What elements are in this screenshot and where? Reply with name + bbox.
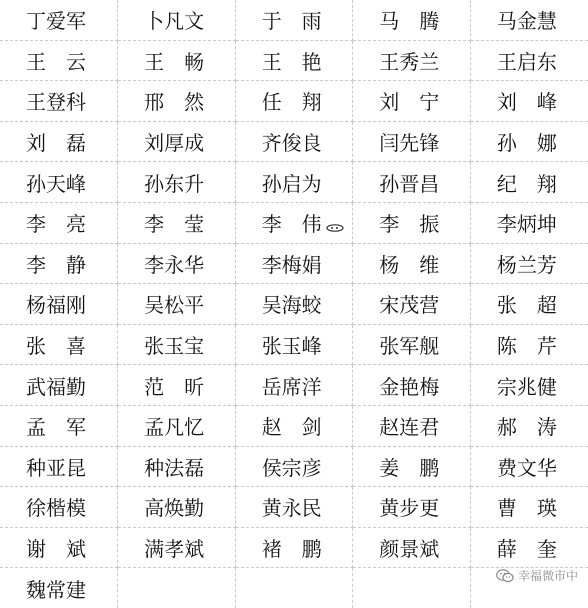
name-cell: 王登科 — [0, 81, 118, 122]
name-cell: 黄步更 — [353, 487, 471, 528]
name-cell: 孙晋昌 — [353, 162, 471, 203]
name-cell: 张 喜 — [0, 324, 118, 365]
name-cell: 纪 翔 — [470, 162, 588, 203]
table-row — [0, 81, 588, 122]
name-cell: 岳席洋 — [235, 365, 353, 406]
name-cell: 杨 维 — [353, 243, 471, 284]
name-cell: 赵 剑 — [235, 405, 353, 446]
name-cell: 赵连君 — [353, 405, 471, 446]
watermark — [496, 567, 578, 584]
name-cell: 邢 然 — [118, 81, 236, 122]
table-row — [0, 324, 588, 365]
table-row — [0, 487, 588, 528]
name-cell: 种法磊 — [118, 446, 236, 487]
table-row — [0, 162, 588, 203]
name-cell: 孙东升 — [118, 162, 236, 203]
name-cell: 宋茂营 — [353, 284, 471, 325]
name-cell: 李 伟 — [235, 202, 353, 243]
name-cell: 刘 峰 — [470, 81, 588, 122]
name-cell: 王 云 — [0, 40, 118, 81]
name-cell: 宗兆健 — [470, 365, 588, 406]
name-cell: 闫先锋 — [353, 121, 471, 162]
name-cell: 侯宗彦 — [235, 446, 353, 487]
watermark-text: 幸福微市中 — [517, 569, 578, 583]
name-cell: 吴松平 — [118, 284, 236, 325]
name-cell: 孟凡忆 — [118, 405, 236, 446]
name-cell: 于 雨 — [235, 0, 353, 40]
name-cell: 张军舰 — [353, 324, 471, 365]
table-row — [0, 40, 588, 81]
table-row — [0, 365, 588, 406]
name-cell: 张 超 — [470, 284, 588, 325]
name-cell: 费文华 — [470, 446, 588, 487]
name-cell: 武福勤 — [0, 365, 118, 406]
name-cell: 卜凡文 — [118, 0, 236, 40]
name-cell: 孙天峰 — [0, 162, 118, 203]
name-cell: 马金慧 — [470, 0, 588, 40]
name-cell: 张玉峰 — [235, 324, 353, 365]
table-row — [0, 284, 588, 325]
ink-smudge — [326, 223, 344, 233]
table-row — [0, 405, 588, 446]
name-cell: 金艳梅 — [353, 365, 471, 406]
name-cell: 徐楷模 — [0, 487, 118, 528]
name-cell: 范 昕 — [118, 365, 236, 406]
name-cell: 魏常建 — [0, 568, 118, 608]
name-cell: 高焕勤 — [118, 487, 236, 528]
name-cell: 谢 斌 — [0, 527, 118, 568]
table-row — [0, 527, 588, 568]
name-cell: 种亚昆 — [0, 446, 118, 487]
name-cell: 刘厚成 — [118, 121, 236, 162]
name-cell: 褚 鹏 — [235, 527, 353, 568]
name-cell: 刘 宁 — [353, 81, 471, 122]
name-cell: 王秀兰 — [353, 40, 471, 81]
name-cell: 郝 涛 — [470, 405, 588, 446]
name-cell: 陈 芹 — [470, 324, 588, 365]
name-cell: 杨兰芳 — [470, 243, 588, 284]
name-cell: 颜景斌 — [353, 527, 471, 568]
name-cell: 齐俊良 — [235, 121, 353, 162]
name-cell: 王启东 — [470, 40, 588, 81]
table-row — [0, 202, 588, 243]
name-cell: 孙 娜 — [470, 121, 588, 162]
name-cell: 曹 瑛 — [470, 487, 588, 528]
name-cell: 薛 奎 — [470, 527, 588, 568]
name-cell: 黄永民 — [235, 487, 353, 528]
name-cell: 王 畅 — [118, 40, 236, 81]
name-cell: 满孝斌 — [118, 527, 236, 568]
name-cell: 李 静 — [0, 243, 118, 284]
name-cell: 任 翔 — [235, 81, 353, 122]
name-cell: 张玉宝 — [118, 324, 236, 365]
name-cell: 李 莹 — [118, 202, 236, 243]
table-row — [0, 0, 588, 40]
name-cell: 孙启为 — [235, 162, 353, 203]
name-cell: 李永华 — [118, 243, 236, 284]
name-cell: 李 振 — [353, 202, 471, 243]
name-cell: 马 腾 — [353, 0, 471, 40]
name-cell: 李梅娟 — [235, 243, 353, 284]
table-row — [0, 243, 588, 284]
table-row — [0, 121, 588, 162]
wechat-icon — [496, 569, 514, 583]
name-cell: 吴海蛟 — [235, 284, 353, 325]
table-row — [0, 446, 588, 487]
name-cell: 王 艳 — [235, 40, 353, 81]
name-cell: 李 亮 — [0, 202, 118, 243]
name-cell: 杨福刚 — [0, 284, 118, 325]
name-cell: 刘 磊 — [0, 121, 118, 162]
name-cell: 孟 军 — [0, 405, 118, 446]
name-cell: 姜 鹏 — [353, 446, 471, 487]
name-cell: 丁爱军 — [0, 0, 118, 40]
name-cell: 李炳坤 — [470, 202, 588, 243]
